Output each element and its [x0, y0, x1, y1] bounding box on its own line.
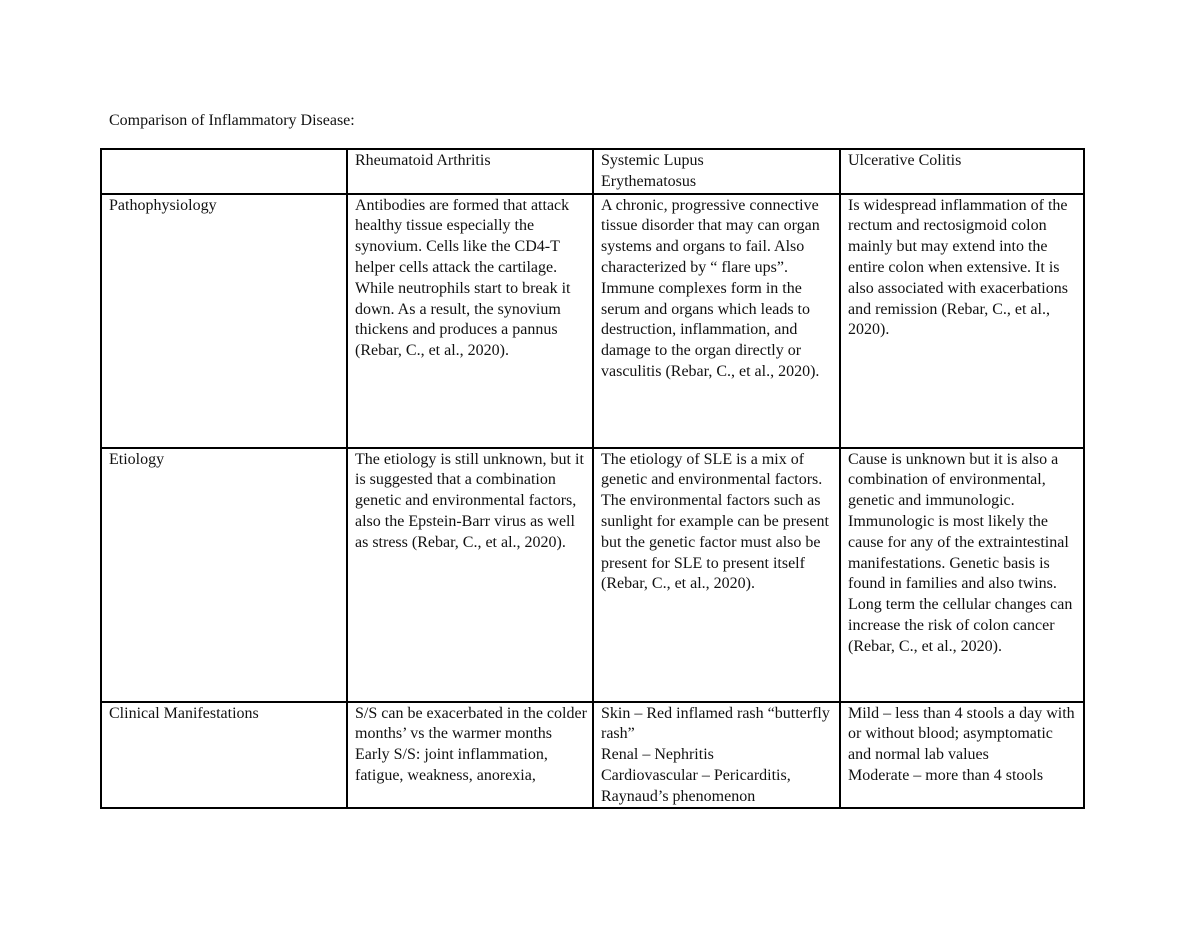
table-cell — [840, 702, 1084, 808]
table-cell — [593, 702, 840, 808]
comparison-table — [100, 148, 1085, 809]
table-cell: Cause is unknown but it is also a combination of environmental, genetic and immunologic. Immunologic is most likely the cause for any of the extraintestinal manifestations. Genetic basis is found in families and also twins. Long term the cellular changes can increase the risk of colon cancer (Rebar, C., et al., 2020). — [840, 448, 1084, 702]
row-label: Clinical Manifestations — [101, 702, 347, 808]
table-cell: Antibodies are formed that attack healthy tissue especially the synovium. Cells like the CD4-T helper cells attack the cartilage. While neutrophils start to break it down. As a result, the synovium thickens and produces a pannus (Rebar, C., et al., 2020). — [347, 194, 593, 448]
header-cell-ulcerative-colitis: Ulcerative Colitis — [840, 149, 1084, 194]
table-cell: The etiology is still unknown, but it is suggested that a combination genetic and environmental factors, also the Epstein-Barr virus as well as stress (Rebar, C., et al., 2020). — [347, 448, 593, 702]
row-label: Etiology — [101, 448, 347, 702]
header-cell-rheumatoid-arthritis: Rheumatoid Arthritis — [347, 149, 593, 194]
header-cell-empty — [101, 149, 347, 194]
multiline-cell: S/S can be exacerbated in the colder months’ vs the warmer months Early S/S: joint inflammation, fatigue, weakness, anorexia, — [355, 704, 587, 784]
row-label: Pathophysiology — [101, 194, 347, 448]
multiline-cell: Skin – Red inflamed rash “butterfly rash” Renal – Nephritis Cardiovascular – Pericarditis, Raynaud’s phenomenon — [601, 704, 830, 805]
table-cell — [347, 702, 593, 808]
table-cell: The etiology of SLE is a mix of genetic and environmental factors. The environmental factors such as sunlight for example can be present but the genetic factor must also be present for SLE to present itself (Rebar, C., et al., 2020). — [593, 448, 840, 702]
table-cell: Is widespread inflammation of the rectum and rectosigmoid colon mainly but may extend into the entire colon when extensive. It is also associated with exacerbations and remission (Rebar, C., et al., 2020). — [840, 194, 1084, 448]
table-row-clinical-manifestations — [101, 702, 1084, 808]
document-title: Comparison of Inflammatory Disease: — [109, 112, 355, 129]
table-row-pathophysiology — [101, 194, 1084, 448]
table-header-row — [101, 149, 1084, 194]
multiline-cell: Mild – less than 4 stools a day with or without blood; asymptomatic and normal lab values Moderate – more than 4 stools — [848, 704, 1075, 784]
table-row-etiology — [101, 448, 1084, 702]
header-text-systemic-lupus: Systemic Lupus Erythematosus — [601, 152, 704, 190]
header-cell-systemic-lupus — [593, 149, 840, 194]
table-cell: A chronic, progressive connective tissue disorder that may can organ systems and organs to fail. Also characterized by “ flare ups”. Immune complexes form in the serum and organs which leads to destruction, inflammation, and damage to the organ directly or vasculitis (Rebar, C., et al., 2020). — [593, 194, 840, 448]
